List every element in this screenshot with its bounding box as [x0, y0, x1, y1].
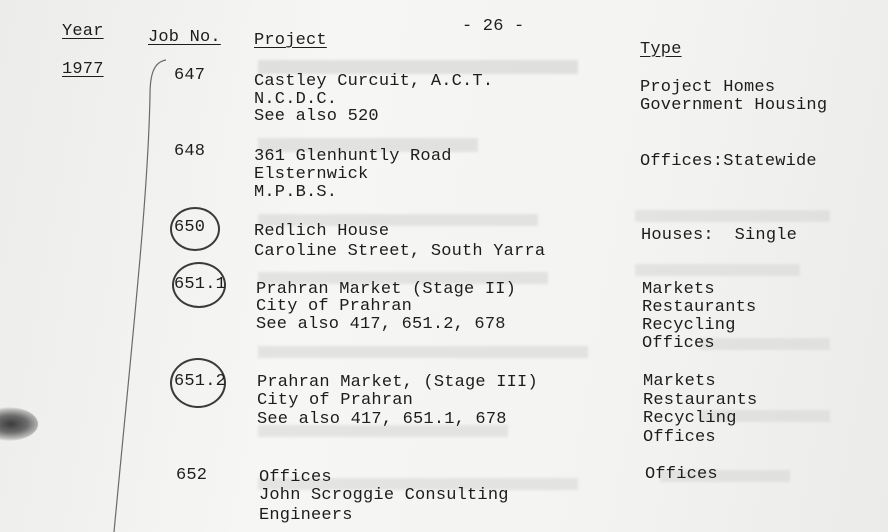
project-line: See also 417, 651.1, 678 — [257, 410, 507, 429]
type-line: Offices — [643, 428, 716, 447]
type-line: Project Homes — [640, 78, 776, 97]
project-line: Engineers — [259, 506, 353, 525]
page-number: - 26 - — [462, 17, 525, 36]
project-line: Castley Curcuit, A.C.T. — [254, 72, 494, 91]
project-line: John Scroggie Consulting — [259, 486, 509, 505]
header-project: Project — [254, 31, 327, 50]
show-through-smudge — [635, 264, 800, 276]
type-line: Government Housing — [640, 96, 828, 115]
project-line: Prahran Market, (Stage III) — [257, 373, 538, 392]
type-line: Offices:Statewide — [640, 152, 817, 171]
binder-hole — [0, 407, 38, 441]
project-line: See also 520 — [254, 107, 379, 126]
project-line: Prahran Market (Stage II) — [256, 280, 517, 299]
job-number: 647 — [174, 66, 206, 85]
project-line: N.C.D.C. — [254, 90, 338, 109]
job-number: 648 — [174, 142, 206, 161]
project-line: 361 Glenhuntly Road — [254, 147, 452, 166]
type-line: Restaurants — [642, 298, 757, 317]
type-line: Markets — [642, 280, 715, 299]
header-year: Year — [62, 22, 104, 41]
job-number: 650 — [174, 218, 206, 237]
job-number: 652 — [176, 466, 208, 485]
type-line: Markets — [643, 372, 716, 391]
project-line: Redlich House — [254, 222, 390, 241]
type-line: Offices — [642, 334, 715, 353]
type-line: Houses: Single — [641, 226, 798, 245]
header-type: Type — [640, 40, 682, 59]
header-job-no: Job No. — [148, 28, 221, 47]
project-line: See also 417, 651.2, 678 — [256, 315, 506, 334]
project-line: Elsternwick — [254, 165, 369, 184]
job-number: 651.2 — [174, 372, 227, 391]
project-line: City of Prahran — [257, 391, 414, 410]
project-line: Offices — [259, 468, 332, 487]
year-value: 1977 — [62, 60, 104, 79]
type-line: Offices — [645, 465, 718, 484]
show-through-smudge — [700, 338, 830, 350]
show-through-smudge — [635, 210, 830, 222]
type-line: Recycling — [642, 316, 736, 335]
job-number: 651.1 — [174, 275, 227, 294]
project-line: Caroline Street, South Yarra — [254, 242, 546, 261]
project-line: M.P.B.S. — [254, 183, 338, 202]
type-line: Recycling — [643, 409, 737, 428]
show-through-smudge — [258, 346, 588, 358]
project-line: City of Prahran — [256, 297, 413, 316]
type-line: Restaurants — [643, 391, 758, 410]
